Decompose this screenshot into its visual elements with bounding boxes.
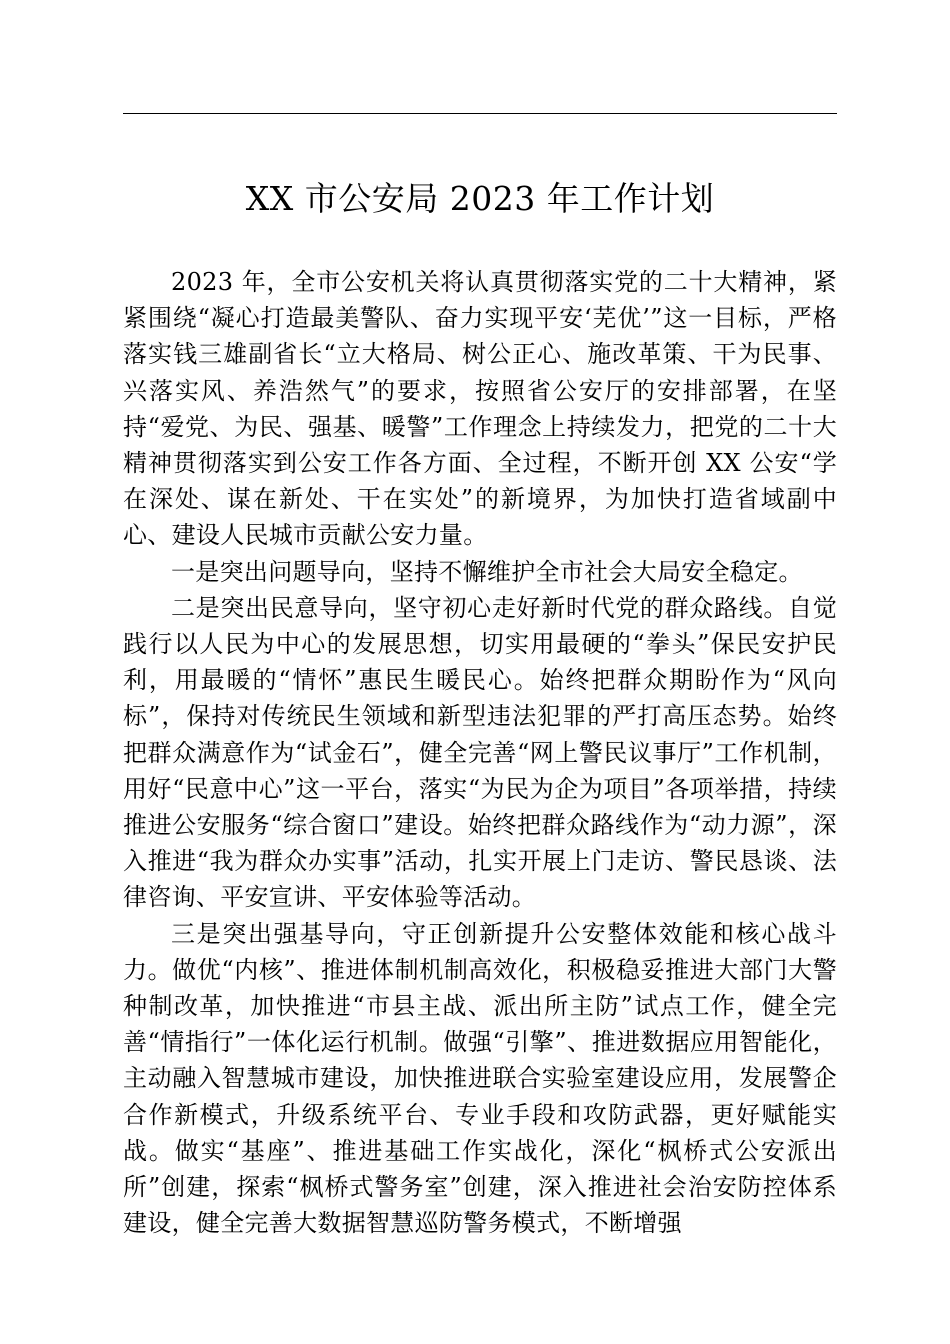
- header-rule: [123, 113, 837, 114]
- paragraph-intro: 2023 年，全市公安机关将认真贯彻落实党的二十大精神，紧紧围绕“凝心打造最美警队、奋力实现平安‘芜优’”这一目标，严格落实钱三雄副省长“立大格局、树公正心、施改革策、干为民事、兴落实风、养浩然气”的要求，按照省公安厅的安排部署，在坚持“爱党、为民、强基、暖警”工作理念上持续发力，把党的二十大精神贯彻落实到公安工作各方面、全过程，不断开创 XX 公安“学在深处、谋在新处、干在实处”的新境界，为加快打造省域副中心、建设人民城市贡献公安力量。: [123, 268, 837, 550]
- paragraph-point-two: 二是突出民意导向，坚守初心走好新时代党的群众路线。自觉践行以人民为中心的发展思想，切实用最硬的“拳头”保民安护民利，用最暖的“情怀”惠民生暖民心。始终把群众期盼作为“风向标”，保持对传统民生领域和新型违法犯罪的严打高压态势。始终把群众满意作为“试金石”，健全完善“网上警民议事厅”工作机制，用好“民意中心”这一平台，落实“为民为企为项目”各项举措，持续推进公安服务“综合窗口”建设。始终把群众路线作为“动力源”，深入推进“我为群众办实事”活动，扎实开展上门走访、警民恳谈、法律咨询、平安宣讲、平安体验等活动。: [123, 593, 837, 912]
- paragraph-point-one: 一是突出问题导向，坚持不懈维护全市社会大局安全稳定。: [171, 557, 803, 586]
- document-body: [123, 264, 837, 1241]
- paragraph-point-three: 三是突出强基导向，守正创新提升公安整体效能和核心战斗力。做优“内核”、推进体制机制高效化，积极稳妥推进大部门大警种制改革，加快推进“市县主战、派出所主防”试点工作，健全完善“情指行”一体化运行机制。做强“引擎”、推进数据应用智能化，主动融入智慧城市建设，加快推进联合实验室建设应用，发展警企合作新模式，升级系统平台、专业手段和攻防武器，更好赋能实战。做实“基座”、推进基础工作实战化，深化“枫桥式公安派出所”创建，探索“枫桥式警务室”创建，深入推进社会治安防控体系建设，健全完善大数据智慧巡防警务模式，不断增强: [123, 919, 837, 1238]
- document-title: XX 市公安局 2023 年工作计划: [245, 179, 715, 218]
